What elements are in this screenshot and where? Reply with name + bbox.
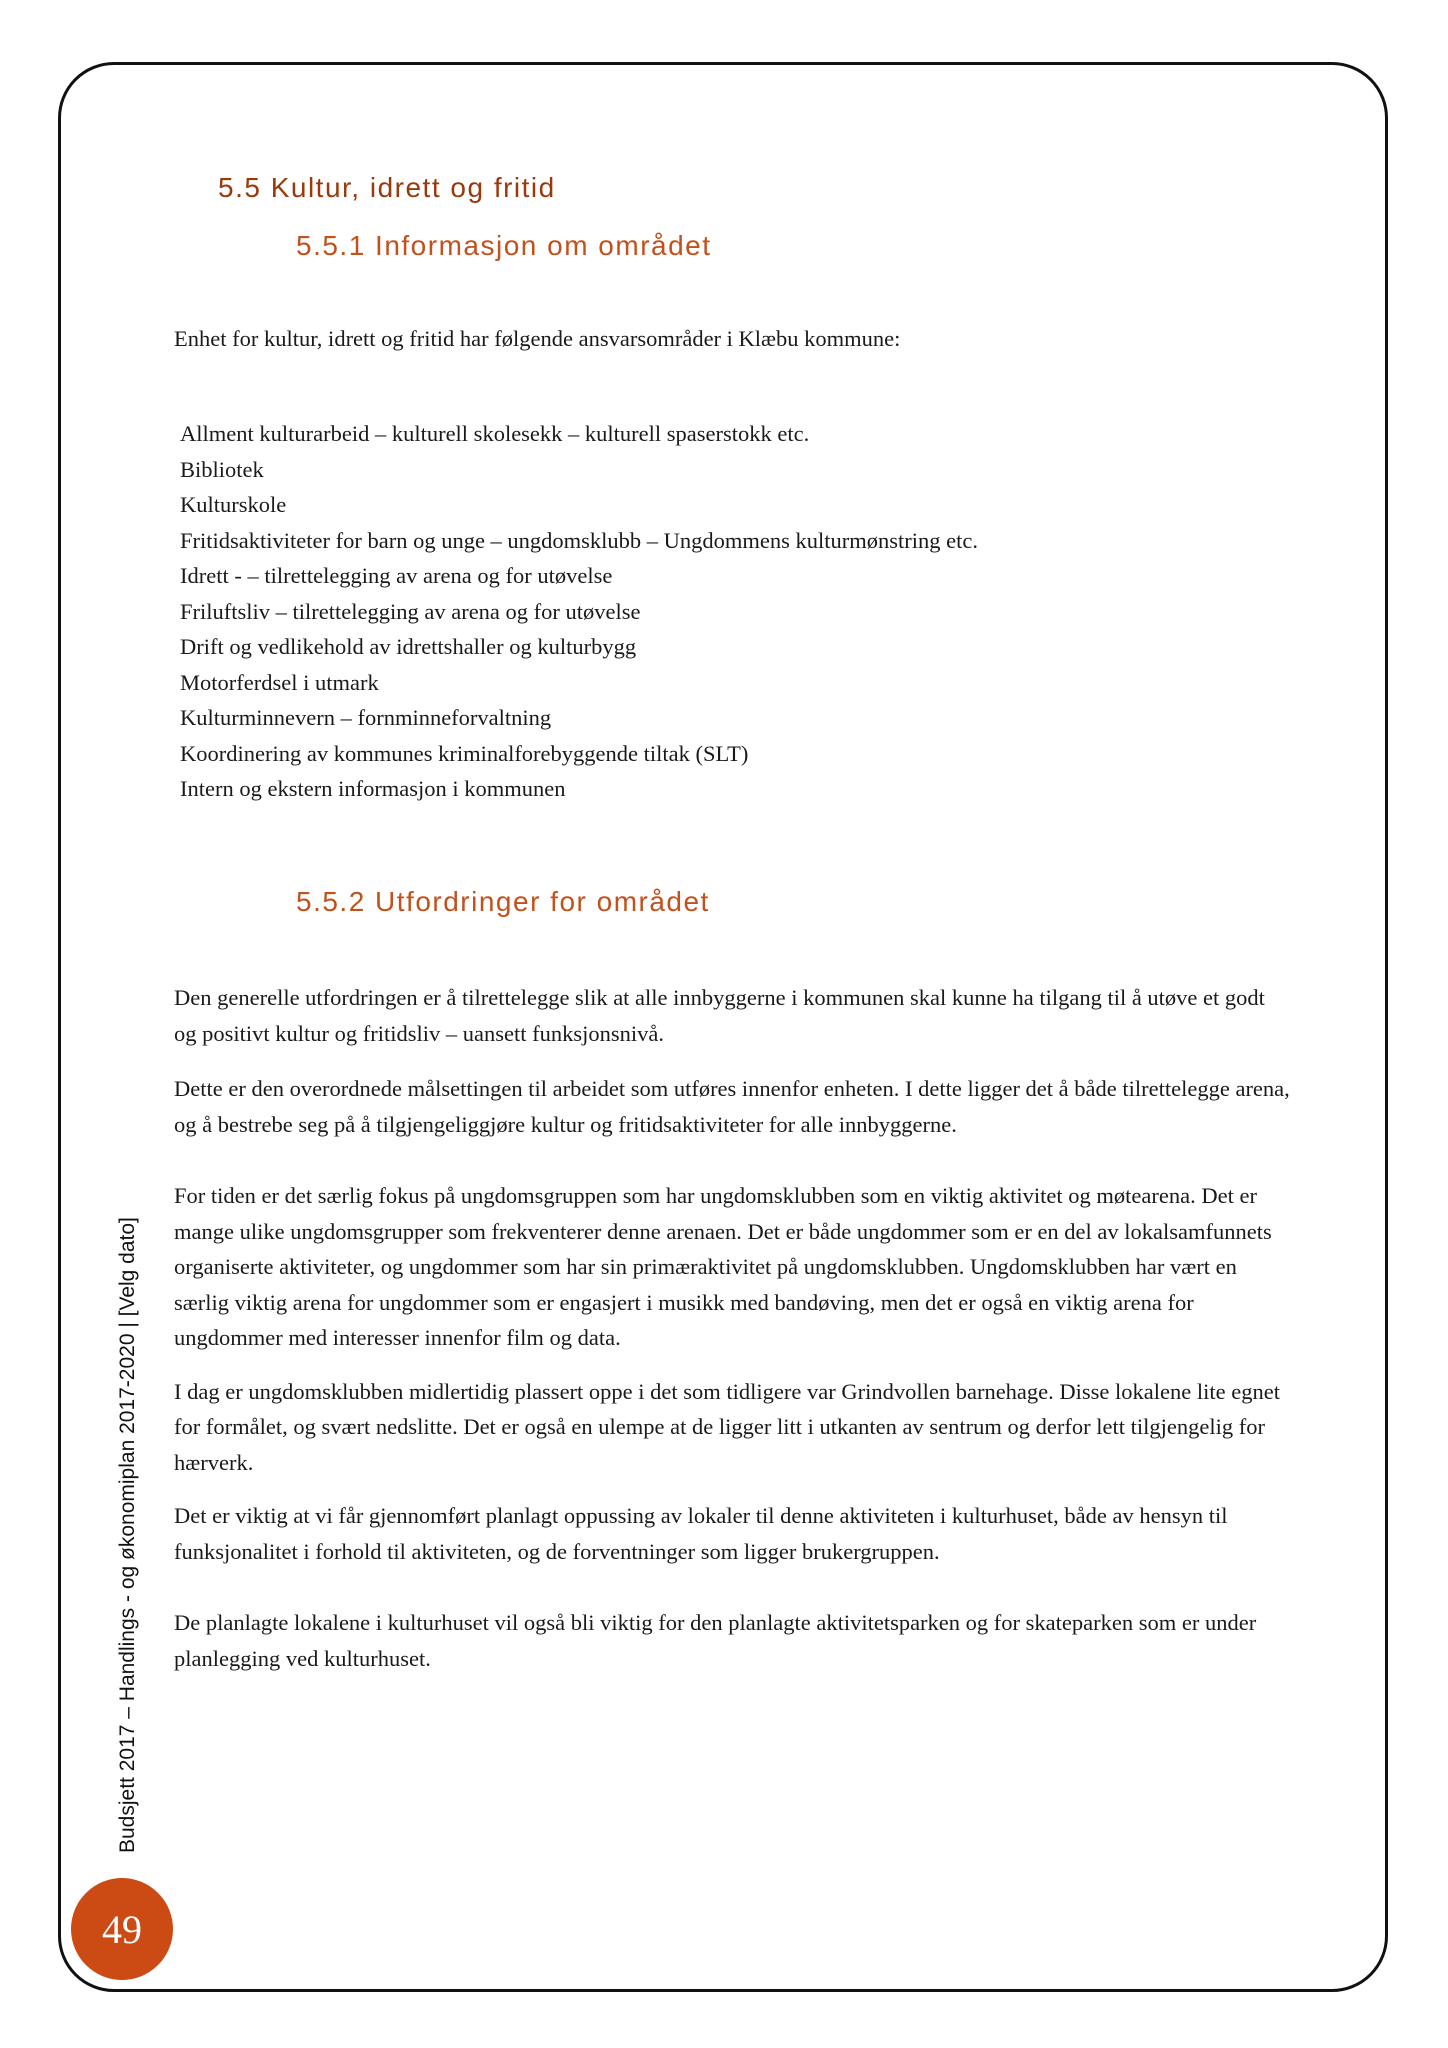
paragraph: Den generelle utfordringen er å tilrettelegge slik at alle innbyggerne i kommunen skal kunne ha tilgang til å utøve et godt og positivt kultur og fritidsliv – uansett funksjonsnivå.: [174, 985, 1265, 1046]
section-heading: 5.5 Kultur, idrett og fritid: [218, 172, 556, 203]
list-item: Fritidsaktiviteter for barn og unge – ungdomsklubb – Ungdommens kulturmønstring etc.: [180, 527, 979, 553]
paragraph: For tiden er det særlig fokus på ungdomsgruppen som har ungdomsklubben som en viktig aktivitet og møtearena. Det er mange ulike ungdomsgrupper som frekventerer denne arenaen. Det er både ungdommer som er en del av lokalsamfunnets organiserte aktiviteter, og ungdommer som har sin primæraktivitet på ungdomsklubben. Ungdomsklubben har vært en særlig viktig arena for ungdommer som er engasjert i musikk med bandøving, men det er også en viktig arena for ungdommer med interesser innenfor film og data.: [174, 1183, 1272, 1350]
list-item: Allment kulturarbeid – kulturell skolesekk – kulturell spaserstokk etc.: [180, 421, 810, 446]
list-item: Motorferdsel i utmark: [180, 669, 379, 695]
paragraph: I dag er ungdomsklubben midlertidig plassert oppe i det som tidligere var Grindvollen barnehage. Disse lokalene lite egnet for formålet, og svært nedslitte. Det er også en ulempe at de ligger litt i utkanten av sentrum og derfor lett tilgjengelig for hærverk.: [174, 1378, 1280, 1475]
list-item: Kulturminnevern – fornminneforvaltning: [180, 705, 552, 730]
info-heading: 5.5.1 Informasjon om området: [296, 230, 712, 261]
info-intro: Enhet for kultur, idrett og fritid har følgende ansvarsområder i Klæbu kommune:: [174, 326, 901, 351]
list-item: Bibliotek: [180, 456, 264, 482]
challenges-heading: 5.5.2 Utfordringer for området: [296, 886, 710, 917]
list-item: Idrett - – tilrettelegging av arena og for utøvelse: [180, 563, 613, 588]
list-item: Friluftsliv – tilrettelegging av arena og for utøvelse: [180, 598, 641, 624]
list-item: Koordinering av kommunes kriminalforebyggende tiltak (SLT): [180, 740, 749, 766]
list-item: Intern og ekstern informasjon i kommunen: [180, 776, 566, 801]
responsibility-list: [180, 416, 978, 807]
page-number-badge: 49: [71, 1878, 173, 1980]
paragraph: Dette er den overordnede målsettingen til arbeidet som utføres innenfor enheten. I dette ligger det å både tilrettelegge arena, og å bestrebe seg på å tilgjengeliggjøre kultur og fritidsaktiviteter for alle innbyggerne.: [174, 1076, 1290, 1137]
challenges-body: [174, 980, 1292, 1676]
list-item: Drift og vedlikehold av idrettshaller og kulturbygg: [180, 634, 637, 659]
paragraph: Det er viktig at vi får gjennomført planlagt oppussing av lokaler til denne aktiviteten i kulturhuset, både av hensyn til funksjonalitet i forhold til aktiviteten, og de forventninger som ligger brukergruppen.: [174, 1503, 1228, 1564]
list-item: Kulturskole: [180, 492, 287, 517]
side-footer-text: Budsjett 2017 – Handlings - og økonomiplan 2017-2020 | [Velg dato]: [116, 1217, 139, 1853]
paragraph: De planlagte lokalene i kulturhuset vil også bli viktig for den planlagte aktivitetsparken og for skateparken som er under planlegging ved kulturhuset.: [174, 1610, 1257, 1671]
